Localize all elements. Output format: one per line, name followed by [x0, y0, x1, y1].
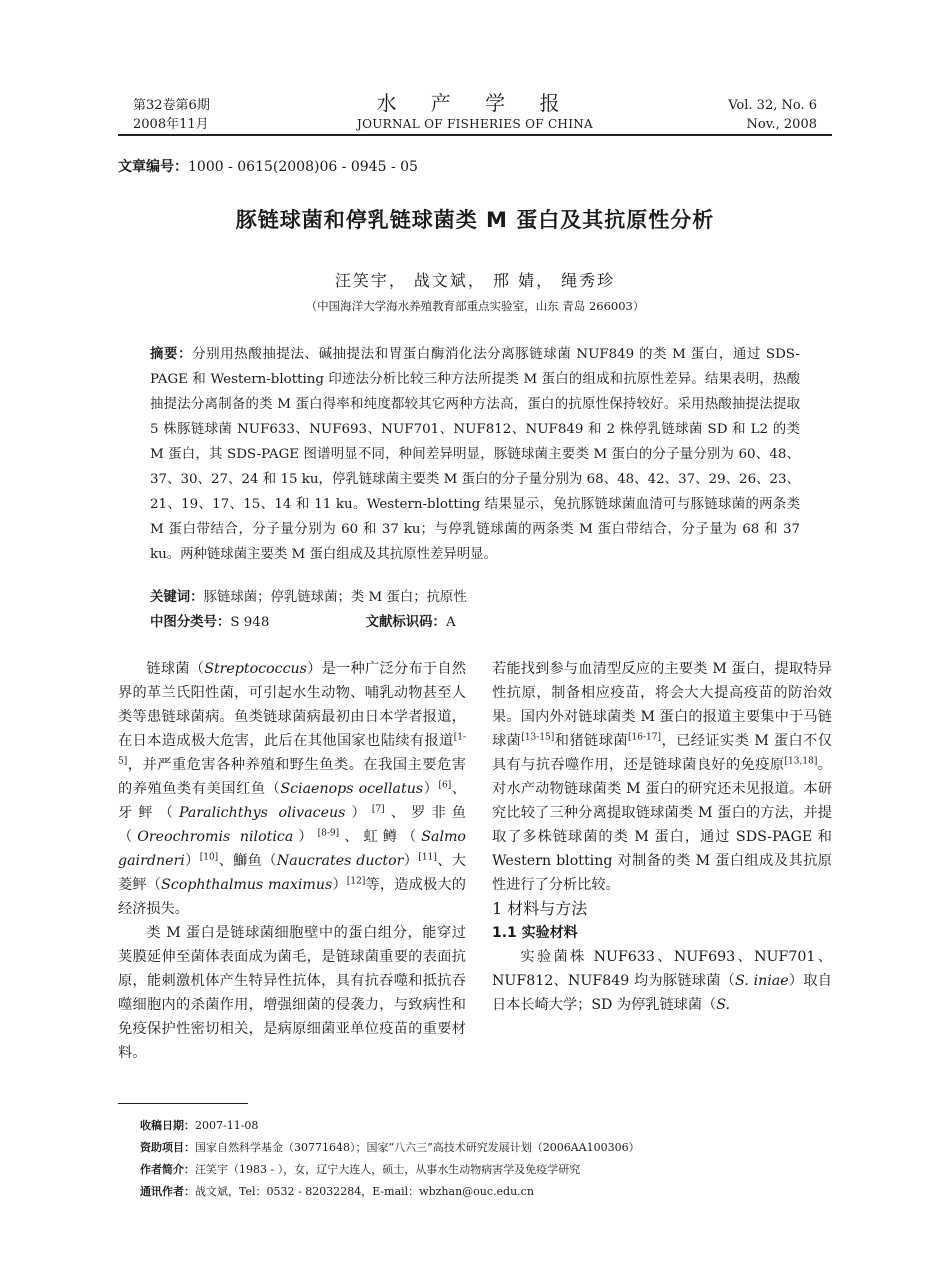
species-name: Streptococcus	[204, 661, 307, 677]
footnote-corresponding	[140, 1181, 830, 1203]
keywords-value: 豚链球菌；停乳链球菌；类 M 蛋白；抗原性	[203, 590, 467, 605]
header-rule	[118, 134, 832, 136]
affiliation: （中国海洋大学海水养殖教育部重点实验室，山东 青岛 266003）	[305, 299, 645, 313]
footnote-author-bio	[140, 1159, 830, 1181]
body-paragraph	[492, 657, 832, 897]
paper-title: 豚链球菌和停乳链球菌类 M 蛋白及其抗原性分析	[235, 208, 715, 232]
body-paragraph: 链球菌（Streptococcus）是一种广泛分布于自然界的革兰氏阳性菌，可引起水生动物、哺乳动物甚至人类等患链球菌病。鱼类链球菌病最初由日本学者报道，在日本造成极大危害，此后在其他国家也陆续有报道[1-5]，并严重危害各种养殖和野生鱼类。在我国主要危害的养殖鱼类有美国红鱼（Sciaenops ocellatus）[6]、牙鲆（Paralichthys olivaceus）[7]、罗非鱼（Oreochromis nilotica）[8-9]、虹鳟（Salmo gairdneri）[10]、鰤鱼（Naucrates ductor）[11]、大菱鲆（Scophthalmus maximus）[12]等，造成极大的经济损失。	[118, 661, 466, 917]
text-run: 等，造成极大的经济损失。	[118, 877, 466, 917]
section-heading: 1 材料与方法	[492, 899, 588, 918]
species-name: S.	[716, 997, 730, 1013]
author-list: 汪笑宇， 战文斌， 邢 婧， 绳秀珍	[334, 271, 616, 290]
clc-value: S 948	[230, 615, 270, 630]
header-date-en: Nov., 2008	[746, 117, 817, 132]
text-run: ，已经证实类 M 蛋白不仅具有与抗吞噬作用，还是链球菌良好的免疫原	[492, 733, 832, 773]
species-name: Oreochromis nilotica	[137, 829, 294, 845]
footnote-received	[140, 1115, 830, 1137]
text-run: 和猪链球菌	[554, 733, 629, 749]
header-volume-issue	[133, 96, 210, 134]
clc-label: 中图分类号：	[150, 615, 231, 630]
footnote-label: 通讯作者：	[140, 1185, 195, 1198]
abstract-text: 分别用热酸抽提法、碱抽提法和胃蛋白酶消化法分离豚链球菌 NUF849 的类 M 蛋白，通过 SDS-PAGE 和 Western-blotting 印迹法分析比较三种方法所提类 M 蛋白的组成和抗原性差异。结果表明，热酸抽提法分离制备的类 M 蛋白得率和纯度都较其它两种方法高，蛋白的抗原性保持较好。采用热酸抽提法提取 5 株豚链球菌 NUF633、NUF693、NUF701、NUF812、NUF849 和 2 株停乳链球菌 SD 和 L2 的类 M 蛋白，其 SDS-PAGE 图谱明显不同，种间差异明显，豚链球菌主要类 M 蛋白的分子量分别为 60、48、37、30、27、24 和 15 ku，停乳链球菌主要类 M 蛋白的分子量分别为 68、48、42、37、29、26、23、21、19、17、15、14 和 11 ku。Western-blotting 结果显示，兔抗豚链球菌血清可与豚链球菌的两条类 M 蛋白带结合，分子量分别为 60 和 37 ku；与停乳链球菌的两条类 M 蛋白带结合，分子量为 68 和 37 ku。两种链球菌主要类 M 蛋白组成及其抗原性差异明显。	[150, 347, 801, 562]
text-run: 链球菌（	[146, 661, 205, 677]
text-run: 、大菱鲆（	[118, 853, 466, 893]
doc-code-value: A	[445, 615, 456, 630]
abstract	[150, 342, 800, 567]
footnote-value: 汪笑宇（1983 - ），女，辽宁大连人，硕士，从事水生动物病害学及免疫学研究	[195, 1163, 581, 1176]
text-run: ）是一种广泛分布于自然界的革兰氏阳性菌，可引起水生动物、哺乳动物甚至人类等患链球菌病。鱼类链球菌病最初由日本学者报道，在日本造成极大危害，此后在其他国家也陆续有报道	[118, 661, 466, 749]
citation-ref: [11]	[418, 852, 437, 863]
article-number	[118, 156, 418, 176]
species-name: Paralichthys olivaceus	[179, 805, 346, 821]
keywords-label: 关键词：	[150, 590, 204, 605]
text-run: 。对水产动物链球菌类 M 蛋白的研究还未见报道。本研究比较了三种分离提取链球菌类 M 蛋白的方法，并提取了多株链球菌的类 M 蛋白，通过 SDS-PAGE 和 Western blotting 对制备的类 M 蛋白组成及其抗原性进行了分析比较。	[492, 757, 832, 893]
header-journal	[300, 90, 650, 132]
citation-ref: [1-5]	[118, 732, 466, 767]
footnote-label: 收稿日期：	[140, 1119, 195, 1132]
footnote-value: 2007-11-08	[195, 1119, 259, 1132]
article-number-label: 文章编号：	[118, 159, 188, 175]
footnote-label: 作者简介：	[140, 1163, 195, 1176]
article-number-value: 1000 - 0615(2008)06 - 0945 - 05	[188, 159, 418, 175]
text-run: 、鰤鱼（	[218, 853, 277, 869]
text-run: 、虹鳟（	[339, 829, 422, 845]
body-column-right	[492, 657, 832, 1017]
species-name: Salmo gairdneri	[118, 829, 466, 869]
keywords	[150, 587, 800, 609]
subsection-heading: 1.1 实验材料	[492, 925, 578, 941]
classification	[150, 612, 800, 634]
citation-ref: [10]	[199, 852, 219, 863]
abstract-label: 摘要：	[150, 347, 193, 362]
text-run: 若能找到参与血清型反应的主要类 M 蛋白，提取特异性抗原，制备相应疫苗，将会大大提高疫苗的防治效果。国内外对链球菌类 M 蛋白的报道主要集中于马链球菌	[492, 661, 832, 749]
species-name: Sciaenops ocellatus	[280, 781, 424, 797]
text-run: ）取自日本长崎大学；SD 为停乳链球菌（	[492, 973, 832, 1013]
body-paragraph	[492, 945, 832, 1017]
footnote-funding	[140, 1137, 830, 1159]
citation-ref: [13-15]	[521, 732, 555, 743]
species-name: S. iniae	[735, 973, 789, 989]
citation-ref: [13,18]	[784, 756, 818, 767]
footnote-value: 战文斌，Tel：0532 - 82032284，E-mail：wbzhan@ouc.edu.cn	[195, 1185, 534, 1198]
citation-ref: [12]	[346, 876, 366, 887]
footnote-value: 国家自然科学基金（30771648）；国家“八六三”高技术研究发展计划（2006AA100306）	[195, 1141, 640, 1154]
text-run: 、牙鲆（	[118, 781, 466, 821]
citation-ref: [6]	[438, 780, 452, 791]
doc-code-label: 文献标识码：	[365, 615, 446, 630]
species-name: Naucrates ductor	[276, 853, 404, 869]
body-paragraph: 类 M 蛋白是链球菌细胞壁中的蛋白组分，能穿过荚膜延伸至菌体表面成为菌毛，是链球菌重要的表面抗原，能刺激机体产生特异性抗体，具有抗吞噬和抵抗吞噬细胞内的杀菌作用，增强细菌的侵袭力，与致病性和免疫保护性密切相关，是病原细菌亚单位疫苗的重要材料。	[118, 925, 466, 1061]
header-date-cn: 2008年11月	[133, 117, 209, 132]
header-vol-issue-cn: 第32卷第6期	[133, 98, 210, 113]
citation-ref: [7]	[371, 804, 385, 815]
header-volume-issue-en	[728, 96, 817, 134]
species-name: Scophthalmus maximus	[161, 877, 333, 893]
journal-name-cn: 水 产 学 报	[376, 91, 574, 115]
text-run: 实验菌株 NUF633、NUF693、NUF701、NUF812、NUF849 均为豚链球菌（	[492, 949, 832, 989]
citation-ref: [16-17]	[628, 732, 661, 743]
body-column-left	[118, 657, 466, 1065]
citation-ref: [8-9]	[317, 828, 340, 839]
journal-name-en: JOURNAL OF FISHERIES OF CHINA	[356, 117, 594, 131]
text-run: ，并严重危害各种养殖和野生鱼类。在我国主要危害的养殖鱼类有美国红鱼（	[118, 757, 466, 797]
footnote-rule	[118, 1103, 248, 1104]
footnotes	[140, 1115, 830, 1203]
text-run: 、罗非鱼（	[118, 805, 466, 845]
footnote-label: 资助项目：	[140, 1141, 195, 1154]
header-vol-issue-en: Vol. 32, No. 6	[728, 98, 817, 113]
